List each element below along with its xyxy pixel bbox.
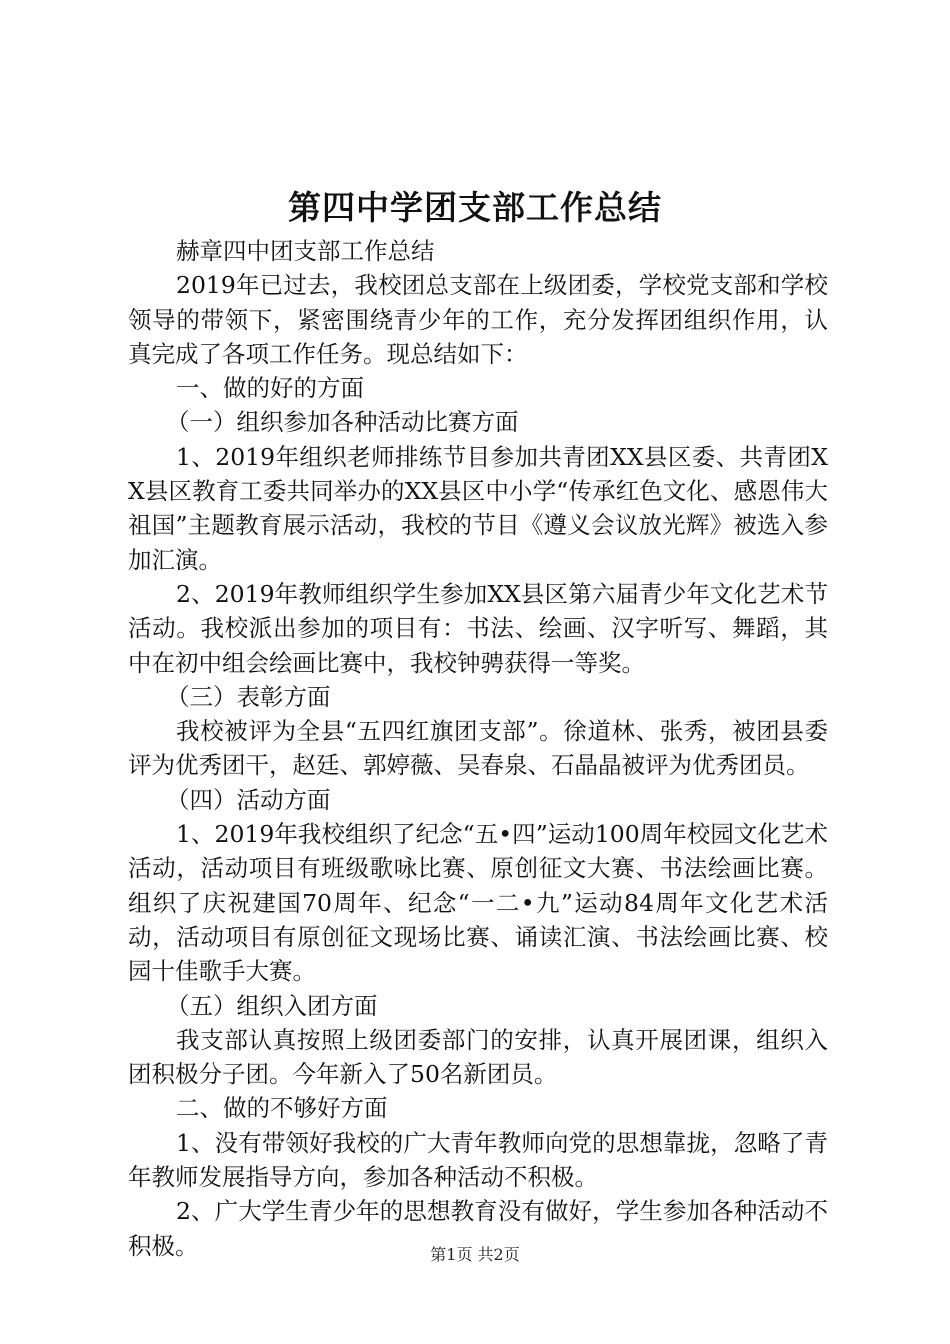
section-heading-shortcomings: 二、做的不够好方面	[176, 1094, 388, 1123]
page-footer: 第1页 共2页	[430, 1245, 520, 1264]
paragraph-shortcoming-1: 1、没有带领好我校的广大青年教师向党的思想靠拢，忽略了青年教师发展指导方向，参加各种活动不积极。	[128, 1128, 828, 1192]
document-body	[128, 234, 828, 1263]
paragraph-shortcoming-2: 2、广大学生青少年的思想教育没有做好，学生参加各种活动不积极。	[128, 1197, 828, 1260]
subsection-heading-membership: （五）组织入团方面	[166, 991, 378, 1020]
document-title: 第四中学团支部工作总结	[288, 188, 662, 227]
paragraph-subtitle: 赫章四中团支部工作总结	[176, 237, 435, 265]
paragraph-membership: 我支部认真按照上级团委部门的安排，认真开展团课，组织入团积极分子团。今年新入了50名新团员。	[128, 1025, 828, 1089]
subsection-heading-competitions: （一）组织参加各种活动比赛方面	[166, 408, 519, 437]
paragraph-competition-2: 2、2019年教师组织学生参加XX县区第六届青少年文化艺术节活动。我校派出参加的项目有：书法、绘画、汉字听写、舞蹈，其中在初中组会绘画比赛中，我校钟骋获得一等奖。	[128, 579, 828, 677]
subsection-heading-activities: （四）活动方面	[166, 785, 331, 814]
paragraph-competition-1: 1、2019年组织老师排练节目参加共青团XX县区委、共青团XX县区教育工委共同举办的XX县区中小学“传承红色文化、感恩伟大祖国”主题教育展示活动，我校的节目《遵义会议放光辉》被选入参加汇演。	[128, 442, 828, 574]
subsection-heading-awards: （三）表彰方面	[166, 682, 331, 711]
paragraph-awards: 我校被评为全县“五四红旗团支部”。徐道林、张秀，被团县委评为优秀团干，赵廷、郭婷薇、吴春泉、石晶晶被评为优秀团员。	[128, 717, 828, 780]
paragraph-activities-1: 1、2019年我校组织了纪念“五•四”运动100周年校园文化艺术活动，活动项目有班级歌咏比赛、原创征文大赛、书法绘画比赛。组织了庆祝建国70周年、纪念“一二•九”运动84周年文化艺术活动，活动项目有原创征文现场比赛、诵读汇演、书法绘画比赛、校园十佳歌手大赛。	[128, 820, 828, 986]
paragraph-intro: 2019年已过去，我校团总支部在上级团委，学校党支部和学校领导的带领下，紧密围绕青少年的工作，充分发挥团组织作用，认真完成了各项工作任务。现总结如下：	[128, 271, 828, 368]
section-heading-good: 一、做的好的方面	[176, 374, 364, 403]
